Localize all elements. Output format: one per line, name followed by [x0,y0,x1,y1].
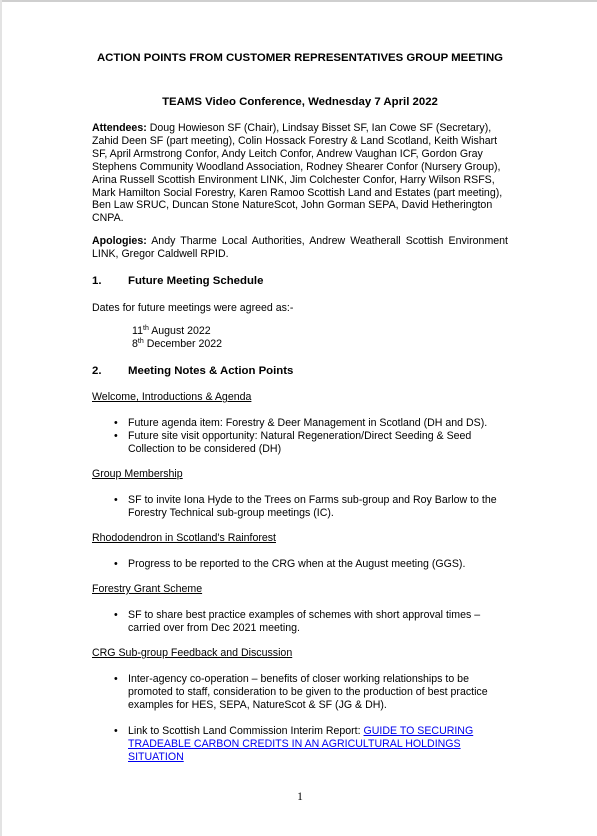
grant-bullet-list [114,609,508,635]
meeting-dates-intro: Dates for future meetings were agreed as:- [92,302,294,314]
subheading-rhododendron: Rhododendron in Scotland's Rainforest [92,532,276,544]
section-2-number: 2. [92,365,102,377]
document-subtitle: TEAMS Video Conference, Wednesday 7 April 2022 [162,96,438,108]
bullet-icon: • [114,558,118,570]
section-2-heading [92,364,293,378]
list-item: • Future site visit opportunity: Natural Regeneration/Direct Seeding & Seed Collection to be considered (DH) [114,429,472,455]
bullet-icon: • [114,417,118,429]
apologies-paragraph [92,235,508,261]
section-1-number: 1. [92,275,102,287]
feedback-bullet-list-1 [114,673,508,712]
apologies-label: Apologies: [92,235,147,247]
carbon-credits-guide-link[interactable]: GUIDE TO SECURING TRADEABLE CARBON CREDITS IN AN AGRICULTURAL HOLDINGS SITUATION [128,725,474,763]
page-number: 1 [297,791,303,803]
list-item: • SF to share best practice examples of schemes with short approval times – carried over from Dec 2021 meeting. [114,609,481,634]
subheading-group-membership: Group Membership [92,468,183,480]
welcome-bullet-list [114,417,508,456]
bullet-icon: • [114,609,118,621]
bullet-icon: • [114,494,118,506]
list-item: • Inter-agency co-operation – benefits of closer working relationships to be promoted to staff, consideration to be given to the production of best practice examples for HES, SEPA, NatureScot & SF (JG & DH). [114,673,488,711]
subheading-forestry-grant: Forestry Grant Scheme [92,583,203,595]
list-item: • Link to Scottish Land Commission Interim Report: GUIDE TO SECURING TRADEABLE CARBON CREDITS IN AN AGRICULTURAL HOLDINGS SITUATION [114,725,474,763]
list-item: • Progress to be reported to the CRG when at the August meeting (GGS). [114,558,466,570]
rhododendron-bullet-list [114,558,508,571]
page-border-left [0,0,2,836]
meeting-date: 8th December 2022 [132,338,223,350]
list-item: • SF to invite Iona Hyde to the Trees on Farms sub-group and Roy Barlow to the Forestry Technical sub-group meetings (IC). [114,494,497,519]
membership-bullet-list [114,494,508,520]
document-title: ACTION POINTS FROM CUSTOMER REPRESENTATIVES GROUP MEETING [96,52,504,64]
section-1-heading [92,274,263,288]
meeting-date: 11th August 2022 [132,325,211,337]
section-1-title: Future Meeting Schedule [128,275,264,287]
subheading-welcome: Welcome, Introductions & Agenda [92,391,252,403]
bullet-icon: • [114,429,118,442]
apologies-text: Andy Tharme Local Authorities, Andrew Weatherall Scottish Environment LINK, Gregor Caldwell RPID. [92,235,508,260]
list-item: • Future agenda item: Forestry & Deer Management in Scotland (DH and DS). [114,417,488,429]
page-border-top [0,0,597,2]
attendees-label: Attendees: [92,122,147,134]
subheading-crg-feedback: CRG Sub-group Feedback and Discussion [92,647,293,659]
bullet-icon: • [114,673,118,685]
attendees-paragraph [92,122,508,225]
feedback-bullet-list-2 [114,725,508,764]
bullet-icon: • [114,725,118,737]
attendees-text: Doug Howieson SF (Chair), Lindsay Bisset SF, Ian Cowe SF (Secretary), Zahid Deen SF (part meeting), Colin Hossack Forestry & Land Scotland, Keith Wishart SF, April Armstrong Confor, Andy Leitch Confor, Andrew Vaughan ICF, Gordon Gray Stephens Community Woodland Association, Rodney Shearer Confor (Nursery Group), Arina Russell Scottish Environment LINK, Jim Colchester Confor, Harry Wilson RSFS, Mark Hamilton Social Forestry, Karen Ramoo Scottish Land and Estates (part meeting), Ben Law SRUC, Duncan Stone NatureScot, John Gorman SEPA, David Hetherington CNPA. [92,122,503,225]
section-2-title: Meeting Notes & Action Points [128,365,294,377]
